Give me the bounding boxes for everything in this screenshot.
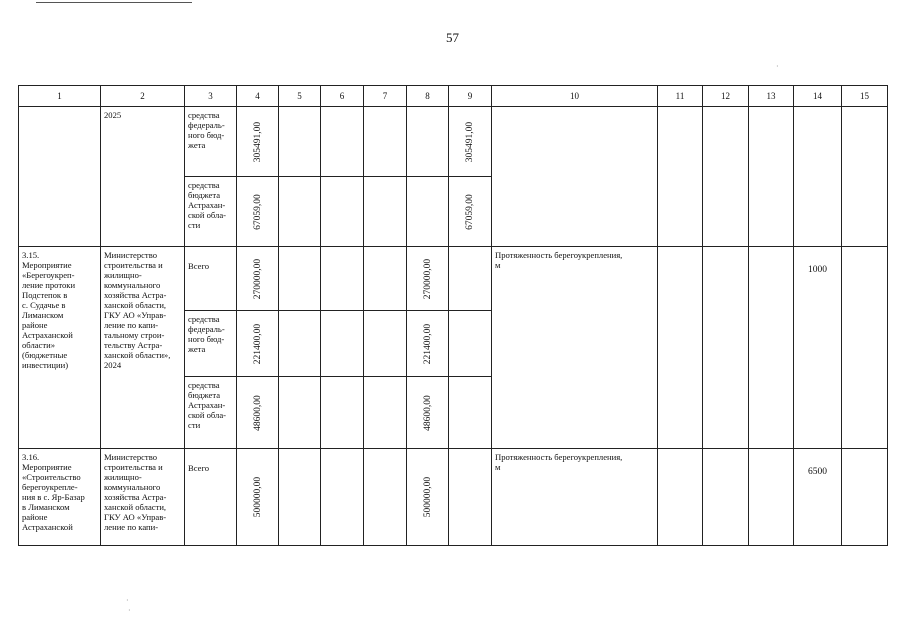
amount-cell: 48600,00 (407, 377, 449, 449)
cell-empty (364, 449, 407, 546)
amount-cell: 221400,00 (407, 311, 449, 377)
source-label: Всего (185, 247, 237, 311)
source-label: Всего (185, 449, 237, 546)
header-cell: 3 (185, 86, 237, 107)
page-number: 57 (446, 30, 459, 45)
cell-empty (279, 247, 321, 311)
measure-name-cell: 3.15. Мероприятие «Берегоукреп- ление протоки Подстепок в с. Судачье в Лиманском районе Астраханской области» (бюджетные инвестиции) (19, 247, 101, 449)
cell-empty (321, 449, 364, 546)
cell-empty (449, 247, 492, 311)
amount-cell: 500000,00 (407, 449, 449, 546)
cell-empty (279, 177, 321, 247)
header-cell: 11 (658, 86, 703, 107)
indicator-cell: Протяженность берегоукрепления, м (492, 449, 658, 546)
indicator-cell: Протяженность берегоукрепления, м (492, 247, 658, 449)
cell-empty (749, 449, 794, 546)
cell-empty (658, 449, 703, 546)
header-cell: 9 (449, 86, 492, 107)
table-row (19, 247, 888, 311)
source-label: средства бюджета Астрахан- ской обла- сти (185, 177, 237, 247)
amount-cell: 305491,00 (449, 107, 492, 177)
scan-speck: · (126, 596, 129, 605)
header-cell: 7 (364, 86, 407, 107)
table-row (19, 449, 888, 546)
cell-empty (364, 107, 407, 177)
indicator-value-cell: 1000 (794, 247, 842, 449)
cell-empty (321, 247, 364, 311)
scan-speck: · (128, 606, 131, 615)
cell-empty (364, 377, 407, 449)
amount-cell: 270000,00 (407, 247, 449, 311)
cell-empty (407, 107, 449, 177)
source-label: средства федераль- ного бюд- жета (185, 107, 237, 177)
cell-empty (279, 449, 321, 546)
scan-speck: · (776, 62, 779, 71)
cell-empty (749, 247, 794, 449)
header-cell: 15 (842, 86, 888, 107)
cell-empty (279, 107, 321, 177)
cell-empty (658, 107, 703, 247)
cell-empty (407, 177, 449, 247)
source-label: средства бюджета Астрахан- ской обла- сти (185, 377, 237, 449)
header-cell: 5 (279, 86, 321, 107)
amount-cell: 500000,00 (237, 449, 279, 546)
cell-empty (364, 177, 407, 247)
header-cell: 6 (321, 86, 364, 107)
header-cell: 14 (794, 86, 842, 107)
executor-cell: Министерство строительства и жилищно- коммунального хозяйства Астра- ханской области, ГКУ АО «Управ- ление по капи- (101, 449, 185, 546)
cell-empty (703, 449, 749, 546)
cell-empty (449, 449, 492, 546)
amount-cell: 221400,00 (237, 311, 279, 377)
cell-empty (703, 247, 749, 449)
header-cell: 13 (749, 86, 794, 107)
header-row (19, 86, 888, 107)
cell-empty (794, 107, 842, 247)
header-cell: 10 (492, 86, 658, 107)
source-label: средства федераль- ного бюд- жета (185, 311, 237, 377)
cell-empty (364, 247, 407, 311)
indicator-value-cell: 6500 (794, 449, 842, 546)
header-cell: 2 (101, 86, 185, 107)
header-cell: 8 (407, 86, 449, 107)
top-rule (36, 2, 192, 3)
cell-empty (749, 107, 794, 247)
cell-empty (364, 311, 407, 377)
cell-empty (279, 311, 321, 377)
amount-cell: 48600,00 (237, 377, 279, 449)
cell-empty (492, 107, 658, 247)
header-cell: 1 (19, 86, 101, 107)
amount-cell: 270000,00 (237, 247, 279, 311)
cell-empty (842, 107, 888, 247)
cell-empty (321, 311, 364, 377)
cell-empty (658, 247, 703, 449)
year-cell: 2025 (101, 107, 185, 247)
cell-empty (279, 377, 321, 449)
cell-empty (703, 107, 749, 247)
measure-name-cell: 3.16. Мероприятие «Строительство берегоукрепле- ния в с. Яр-Базар в Лиманском районе Астраханской (19, 449, 101, 546)
cell-empty (321, 377, 364, 449)
cell-empty (449, 311, 492, 377)
cell-empty (321, 177, 364, 247)
budget-table (18, 85, 888, 546)
cell-empty (321, 107, 364, 177)
cell-empty (449, 377, 492, 449)
header-cell: 4 (237, 86, 279, 107)
amount-cell: 67059,00 (237, 177, 279, 247)
amount-cell: 67059,00 (449, 177, 492, 247)
cell-empty (842, 449, 888, 546)
budget-table-wrapper (18, 85, 888, 546)
header-cell: 12 (703, 86, 749, 107)
table-row (19, 107, 888, 177)
amount-cell: 305491,00 (237, 107, 279, 177)
cell-empty (19, 107, 101, 247)
cell-empty (842, 247, 888, 449)
executor-cell: Министерство строительства и жилищно- коммунального хозяйства Астра- ханской области, ГКУ АО «Управ- ление по капи- тальному строи- тельству Астра- ханской области», 2024 (101, 247, 185, 449)
